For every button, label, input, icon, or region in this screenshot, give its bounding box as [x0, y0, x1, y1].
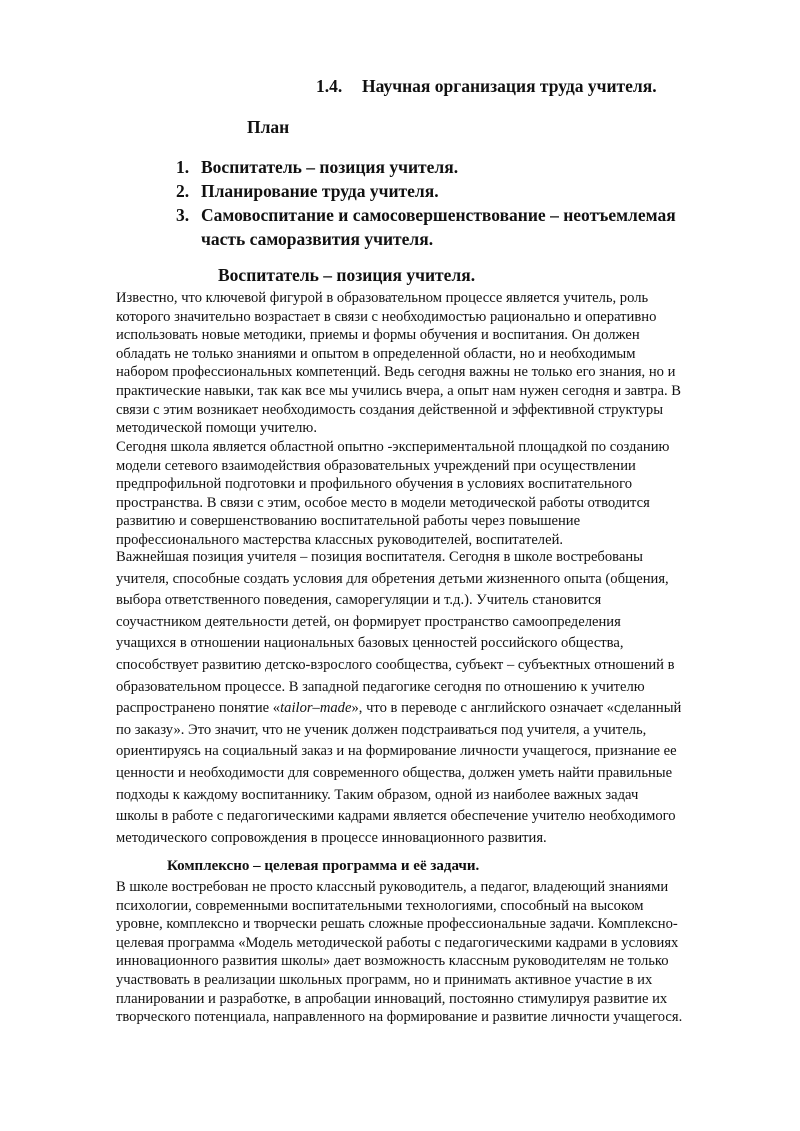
plan-item: [176, 203, 736, 251]
text-fragment: распространено понятие «: [116, 700, 281, 717]
text-line: [116, 698, 752, 720]
plan-item-text: Воспитатель – позиция учителя.: [201, 157, 459, 177]
italic-term: tailor–made: [280, 700, 352, 717]
text-line: пространства. В связи с этим, особое место в модели методической работы отводится: [116, 494, 650, 511]
text-line: связи с этим возникает необходимость создания действенной и эффективной структуры: [116, 401, 664, 418]
subsection-heading-educator: Воспитатель – позиция учителя.: [218, 265, 476, 285]
plan-item-text: Планирование труда учителя.: [201, 181, 439, 201]
section-number: 1.4.: [316, 76, 343, 96]
text-line: профессионального мастерства классных руководителей, воспитателей.: [116, 531, 564, 548]
text-line: практические навыки, так как все мы учились вчера, а опыт нам нужен сегодня и завтра. В: [116, 382, 682, 399]
text-line: развитию и совершенствованию воспитательной работы через повышение: [116, 513, 581, 530]
section-heading: [316, 76, 657, 97]
text-line: планировании и разработке, в апробации инноваций, постоянно стимулируя развитие их: [116, 990, 668, 1007]
text-line: модели сетевого взаимодействия образовательных учреждений при осуществлении: [116, 457, 636, 474]
text-line: образовательном процессе. В западной педагогике сегодня по отношению к учителю: [116, 678, 645, 695]
plan-title: План: [247, 117, 290, 137]
plan-item: [176, 155, 736, 179]
text-line: творческого потенциала, направленного на формирование и развитие личности учащегося.: [116, 1009, 683, 1026]
plan-list: [176, 155, 736, 251]
text-line: которого значительно возрастает в связи с необходимостью рационально и оперативно: [116, 308, 657, 325]
text-line: предпрофильной подготовки и профильного обучения в условиях воспитательного: [116, 476, 633, 493]
text-line: ориентируясь на социальный заказ и на формирование личности учащегося, признание ее: [116, 743, 677, 760]
text-line: психологии, современными воспитательными технологиями, способный на высоком: [116, 897, 644, 914]
paragraph-program: [116, 878, 752, 1027]
plan-item-number: 3.: [176, 205, 190, 225]
text-line: набором профессиональных компетенций. Ведь сегодня важны не только его знания, но и: [116, 364, 676, 381]
text-line: целевая программа «Модель методической работы с педагогическими кадрами в условиях: [116, 934, 679, 951]
paragraph-key-figure: [116, 289, 752, 438]
text-line: учащихся в отношении национальных базовых ценностей российского общества,: [116, 635, 624, 652]
plan-item-text-line: Самовоспитание и самосовершенствование – неотъемлемая: [201, 205, 676, 225]
text-line: учителя, способные создать условия для обретения детьми жизненного опыта (общения,: [116, 570, 669, 587]
text-line: использовать новые методики, приемы и формы обучения и воспитания. Он должен: [116, 327, 640, 344]
text-line: Важнейшая позиция учителя – позиция воспитателя. Сегодня в школе востребованы: [116, 549, 643, 565]
plan-item-number: 1.: [176, 157, 190, 177]
plan-item-text-line: часть саморазвития учителя.: [201, 229, 434, 249]
text-line: методического сопровождения в процессе инновационного развития.: [116, 829, 547, 846]
text-line: выбора ответственного поведения, саморегуляции и т.д.). Учитель становится: [116, 592, 602, 609]
section-title: Научная организация труда учителя.: [362, 76, 657, 96]
paragraph-educator-position: [116, 547, 752, 849]
text-line: инновационного развития школы» дает возможность классным руководителям не только: [116, 953, 669, 970]
plan-item: [176, 179, 736, 203]
subsection-heading-program: Комплексно – целевая программа и её задачи.: [167, 858, 480, 874]
text-line: школы в работе с педагогическими кадрами является обеспечение учителю необходимого: [116, 808, 676, 825]
text-line: участвовать в реализации школьных программ, но и принимать активное участие в их: [116, 971, 653, 988]
text-line: обладать не только знаниями и опытом в определенной области, но и необходимым: [116, 345, 636, 362]
text-line: способствует развитию детско-взрослого сообщества, субъект – субъектных отношений в: [116, 656, 675, 673]
text-fragment: », что в переводе с английского означает «сделанный: [351, 700, 682, 717]
text-line: соучастником деятельности детей, он формирует пространство самоопределения: [116, 613, 621, 630]
text-line: методической помощи учителю.: [116, 420, 317, 437]
text-line: уровне, комплексно и творчески решать сложные профессиональные задачи. Комплексно-: [116, 916, 678, 933]
text-line: по заказу». Это значит, что не ученик должен подстраиваться под учителя, а учитель,: [116, 721, 647, 738]
text-line: В школе востребован не просто классный руководитель, а педагог, владеющий знаниями: [116, 879, 669, 895]
text-line: подходы к каждому воспитаннику. Таким образом, одной из наиболее важных задач: [116, 786, 639, 803]
text-line: Известно, что ключевой фигурой в образовательном процессе является учитель, роль: [116, 290, 649, 306]
text-line: Сегодня школа является областной опытно -экспериментальной площадкой по созданию: [116, 439, 670, 455]
text-line: ценности и необходимости для современного общества, должен уметь найти правильные: [116, 764, 673, 781]
paragraph-school-today: [116, 438, 752, 550]
plan-item-number: 2.: [176, 181, 190, 201]
